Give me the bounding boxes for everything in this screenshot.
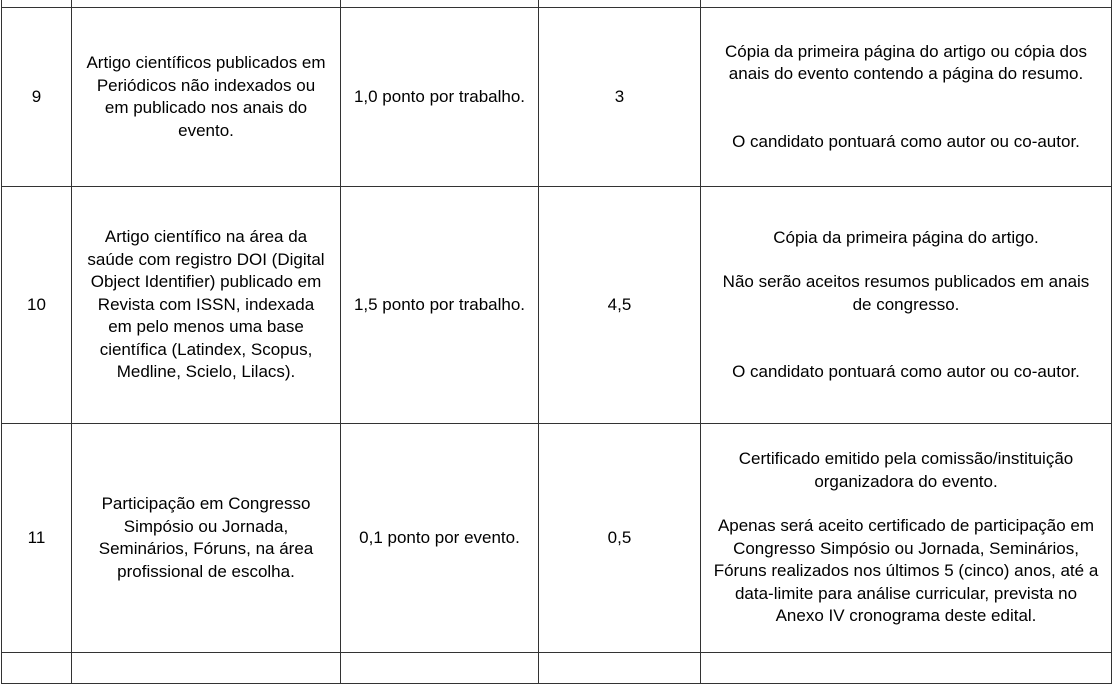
documentation-text: Cópia da primeira página do artigo. [773,227,1039,247]
table-row [2,187,1112,424]
max-score-cell: 0,5 [539,424,701,653]
cell-empty [2,653,72,684]
max-score-cell: 4,5 [539,187,701,424]
cell-empty [341,653,539,684]
criterion-cell: Artigo científico na área da saúde com registro DOI (Digital Object Identifier) publicado em Revista com ISSN, indexada em pelo menos uma base científica (Latindex, Scopus, Medline, Scielo, Lilacs). [72,187,341,424]
table-row-partial-bottom [2,653,1112,684]
documentation-text: O candidato pontuará como autor ou co-autor. [732,362,1080,381]
cell-empty [2,0,72,8]
cell-empty [539,0,701,8]
documentation-cell [701,187,1112,424]
criterion-cell: Participação em Congresso Simpósio ou Jornada, Seminários, Fóruns, na área profissional de escolha. [72,424,341,653]
documentation-text: O candidato pontuará como autor ou co-autor. [732,131,1080,151]
score-cell: 1,0 ponto por trabalho. [341,8,539,187]
cell-empty [539,653,701,684]
cell-empty [72,653,341,684]
table-row [2,8,1112,187]
criterion-cell: Artigo científicos publicados em Periódicos não indexados ou em publicado nos anais do evento. [72,8,341,187]
cell-empty [72,0,341,8]
documentation-cell [701,8,1112,187]
item-number: 9 [2,8,72,187]
documentation-text: Certificado emitido pela comissão/instituição organizadora do evento. [738,449,1074,491]
documentation-cell [701,424,1112,653]
cell-empty [701,0,1112,8]
criteria-table [1,0,1112,684]
cell-empty [701,653,1112,684]
table-row-partial-top [2,0,1112,8]
cell-empty [341,0,539,8]
max-score-cell: 3 [539,8,701,187]
documentation-text: Apenas será aceito certificado de participação em Congresso Simpósio ou Jornada, Seminários, Fóruns realizados nos últimos 5 (cinco) anos, até a data-limite para análise curricular, prevista no Anexo IV cronograma deste edital. [713,516,1099,626]
item-number: 11 [2,424,72,653]
item-number: 10 [2,187,72,424]
score-cell: 1,5 ponto por trabalho. [341,187,539,424]
documentation-text: Não serão aceitos resumos publicados em anais de congresso. [722,272,1090,314]
table-row [2,424,1112,653]
documentation-text: Cópia da primeira página do artigo ou cópia dos anais do evento contendo a página do resumo. [725,41,1087,84]
score-cell: 0,1 ponto por evento. [341,424,539,653]
